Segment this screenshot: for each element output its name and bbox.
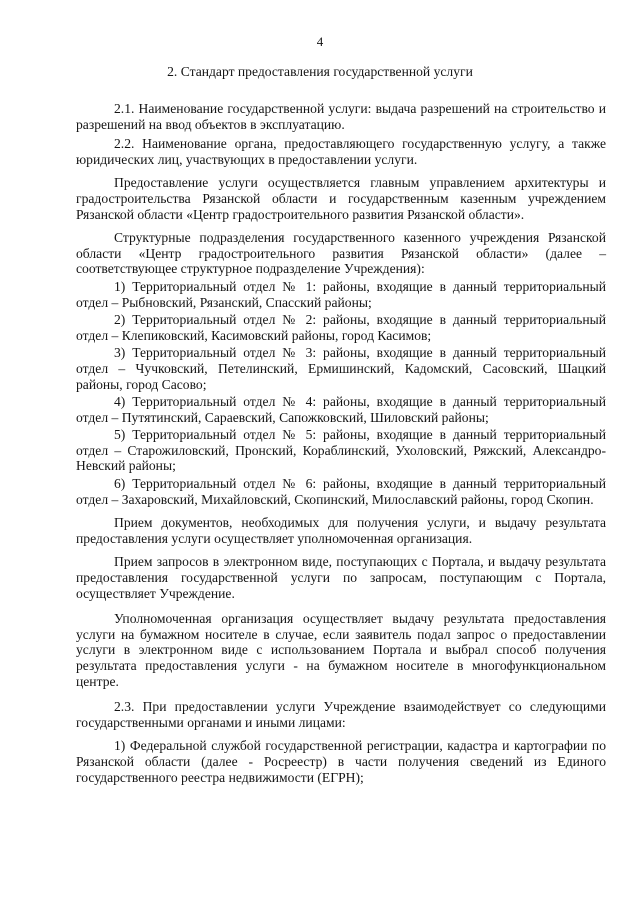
list-item-department-6: 6) Территориальный отдел № 6: районы, входящие в данный территориальный отдел – Захаровский, Михайловский, Скопинский, Милославский районы, город Скопин. — [76, 476, 606, 507]
paragraph-structural-units: Структурные подразделения государственного казенного учреждения Рязанской области «Центр градостроительного развития Рязанской области» (далее – соответствующее структурное подразделение Учреждения): — [76, 230, 606, 277]
paragraph-paper-result: Уполномоченная организация осуществляет выдачу результата предоставления услуги на бумажном носителе в случае, если заявитель подал запрос о предоставлении услуги в электронном виде с использованием Портала и выбрал способ получения результата предоставления услуги - на бумажном носителе в многофункциональном центре. — [76, 611, 606, 689]
document-body — [76, 101, 606, 789]
section-heading: 2. Стандарт предоставления государственной услуги — [167, 64, 473, 79]
paragraph-provider: Предоставление услуги осуществляется главным управлением архитектуры и градостроительства Рязанской области и государственным казенным учреждением Рязанской области «Центр градостроительного развития Рязанской области». — [76, 175, 606, 222]
paragraph-2-1: 2.1. Наименование государственной услуги: выдача разрешений на строительство и разрешений на ввод объектов в эксплуатацию. — [76, 101, 606, 132]
page-number: 4 — [316, 34, 324, 49]
list-item-department-2: 2) Территориальный отдел № 2: районы, входящие в данный территориальный отдел – Клепиковский, Касимовский районы, город Касимов; — [76, 312, 606, 343]
paragraph-2-3: 2.3. При предоставлении услуги Учреждение взаимодействует со следующими государственными органами и иными лицами: — [76, 699, 606, 730]
paragraph-document-reception: Прием документов, необходимых для получения услуги, и выдачу результата предоставления услуги осуществляет уполномоченная организация. — [76, 515, 606, 546]
paragraph-2-2: 2.2. Наименование органа, предоставляющего государственную услугу, а также юридических лиц, участвующих в предоставлении услуги. — [76, 136, 606, 167]
list-item-department-4: 4) Территориальный отдел № 4: районы, входящие в данный территориальный отдел – Путятинский, Сараевский, Сапожковский, Шиловский районы; — [76, 394, 606, 425]
list-item-department-3: 3) Территориальный отдел № 3: районы, входящие в данный территориальный отдел – Чучковский, Петелинский, Ермишинский, Кадомский, Сасовский, Шацкий районы, город Сасово; — [76, 345, 606, 392]
list-item-department-5: 5) Территориальный отдел № 5: районы, входящие в данный территориальный отдел – Старожиловский, Пронский, Кораблинский, Ухоловский, Ряжский, Александро-Невский районы; — [76, 427, 606, 474]
list-item-rosreestr: 1) Федеральной службой государственной регистрации, кадастра и картографии по Рязанской области (далее - Росреестр) в части получения сведений из Единого государственного реестра недвижимости (ЕГРН); — [76, 738, 606, 785]
list-item-department-1: 1) Территориальный отдел № 1: районы, входящие в данный территориальный отдел – Рыбновский, Рязанский, Спасский районы; — [76, 278, 606, 310]
paragraph-electronic-requests: Прием запросов в электронном виде, поступающих с Портала, и выдачу результата предоставления государственной услуги по запросам, поступающим с Портала, осуществляет Учреждение. — [76, 554, 606, 601]
